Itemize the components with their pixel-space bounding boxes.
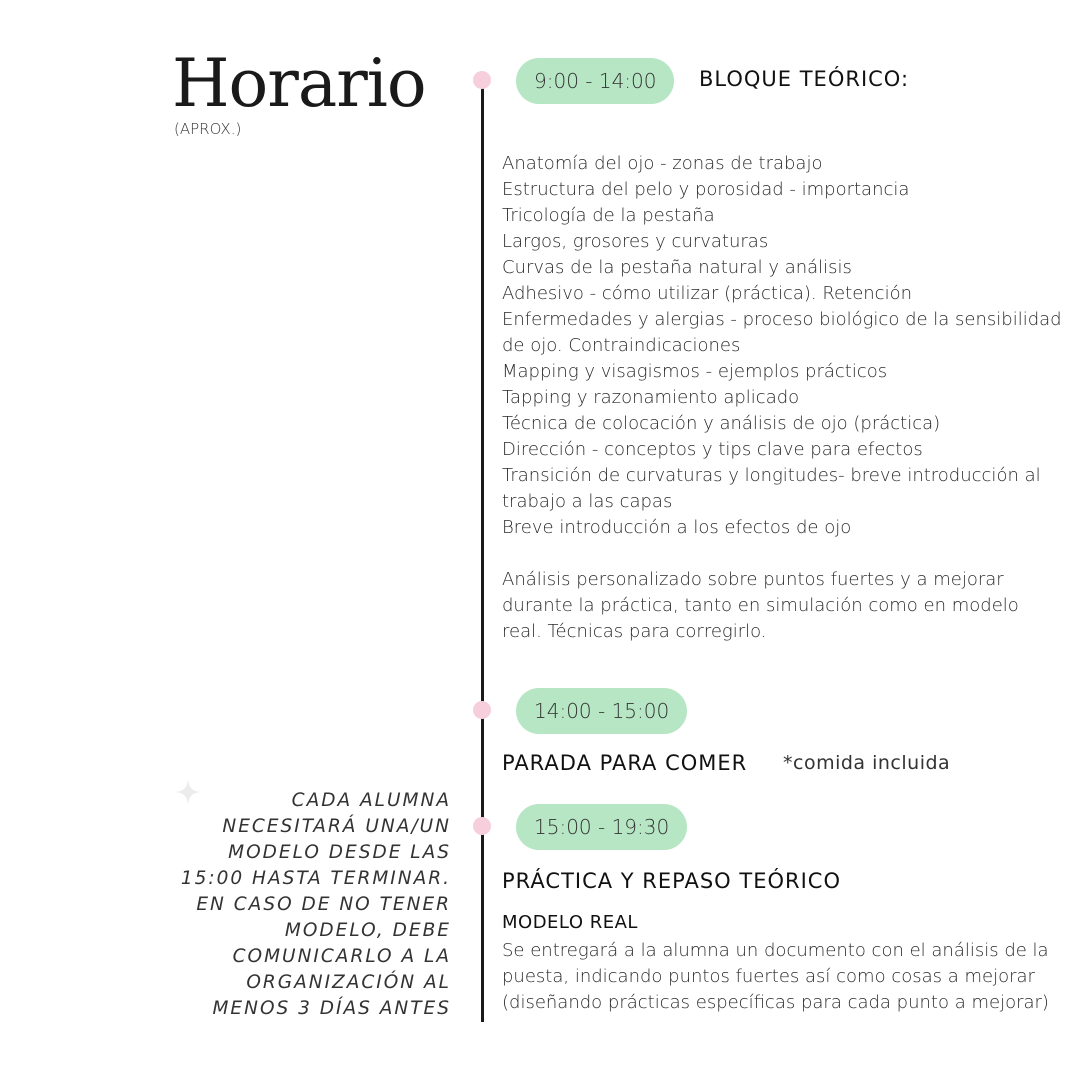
model-requirement-note: CADA ALUMNA NECESITARÁ UNA/UN MODELO DESDE LAS 15:00 HASTA TERMINAR. EN CASO DE NO TENER MODELO, DEBE COMUNICARLO A LA ORGANIZACIÓN AL MENOS 3 DÍAS ANTES (180, 790, 451, 1019)
lunch-note: *comida incluida (783, 752, 951, 774)
analysis-paragraph: Análisis personalizado sobre puntos fuertes y a mejorar durante la práctica, tanto en simulación como en modelo real. Técnicas para corregirlo. (502, 569, 1019, 642)
topic-list (502, 151, 1062, 541)
page-title: Horario (172, 45, 426, 122)
session-title-practice: PRÁCTICA Y REPASO TEÓRICO (502, 869, 841, 893)
model-subheading: MODELO REAL (502, 912, 638, 933)
list-item: Técnica de colocación y análisis de ojo (práctica) (502, 413, 941, 434)
model-description: Se entregará a la alumna un documento con el análisis de la puesta, indicando puntos fuertes así como cosas a mejorar (diseñando prácticas específicas para cada punto a mejorar) (502, 940, 1049, 1013)
session-title-theory: BLOQUE TEÓRICO: (699, 67, 910, 91)
list-item: Adhesivo - cómo utilizar (práctica). Retención (502, 283, 912, 304)
list-item: Transición de curvaturas y longitudes- breve introducción al trabajo a las capas (502, 465, 1041, 512)
timeline-line (481, 80, 484, 1022)
list-item: Enfermedades y alergias - proceso biológico de la sensibilidad de ojo. Contraindicaciones (502, 309, 1062, 356)
list-item: Estructura del pelo y porosidad - importancia (502, 179, 910, 200)
list-item: Curvas de la pestaña natural y análisis (502, 257, 852, 278)
timeline-dot (473, 71, 491, 89)
time-badge-afternoon: 15:00 - 19:30 (516, 804, 687, 850)
timeline-dot (473, 701, 491, 719)
list-item: Tricología de la pestaña (502, 205, 715, 226)
list-item: Dirección - conceptos y tips clave para efectos (502, 439, 923, 460)
page-subtitle: (APROX.) (174, 120, 242, 138)
list-item: Tapping y razonamiento aplicado (502, 387, 800, 408)
time-badge-lunch: 14:00 - 15:00 (516, 688, 687, 734)
time-badge-morning: 9:00 - 14:00 (516, 58, 674, 104)
session-title-lunch: PARADA PARA COMER (502, 751, 748, 775)
list-item: Largos, grosores y curvaturas (502, 231, 769, 252)
list-item: Anatomía del ojo - zonas de trabajo (502, 153, 823, 174)
list-item: Breve introducción a los efectos de ojo (502, 517, 852, 538)
list-item: Mapping y visagismos - ejemplos prácticos (502, 361, 888, 382)
timeline-dot (473, 817, 491, 835)
